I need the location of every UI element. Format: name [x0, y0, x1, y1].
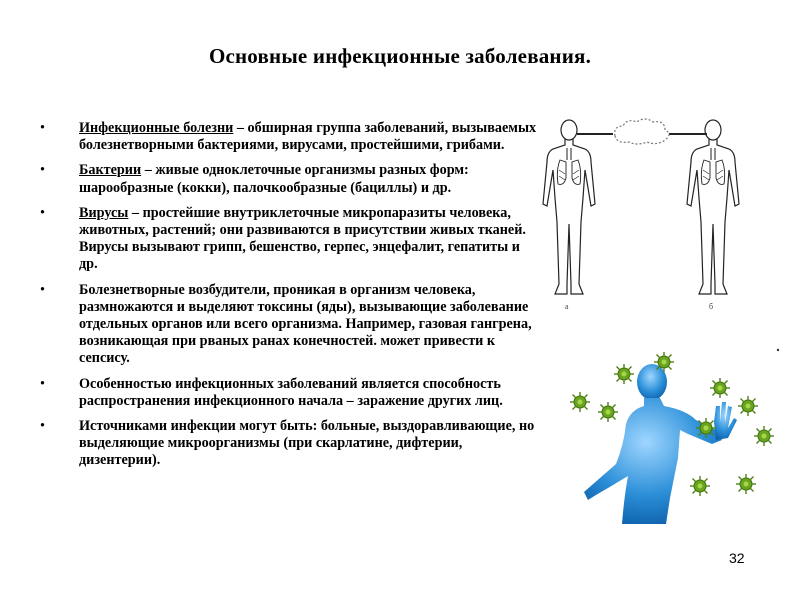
page-number: 32 [729, 550, 745, 566]
list-item [40, 418, 540, 470]
list-item [40, 162, 540, 196]
bullet-text: Источниками инфекции могут быть: больные, выздоравливающие, но выделяющие микроорганизмы (при скарлатине, дифтерии, дизентерии). [79, 418, 535, 469]
figure-label-a: а [565, 302, 569, 311]
bullet-text: – простейшие внутриклеточные микропаразиты человека, животных, растений; они развиваются в присутствии живых тканей. Вирусы вызывают грипп, бешенство, герпес, энцефалит, гепатиты и др. [79, 204, 526, 273]
virus-icon [754, 426, 774, 446]
bullet-dot: • [40, 281, 45, 298]
virus-icon [570, 392, 590, 412]
virus-icon [690, 476, 710, 496]
bullet-list [40, 120, 540, 478]
blue-human-figure-with-viruses-icon [570, 348, 782, 524]
list-item [40, 282, 540, 368]
two-human-figures-airborne-transmission-icon [537, 112, 762, 312]
right-person-icon [687, 120, 739, 294]
bullet-dot: • [40, 375, 45, 392]
virus-icon [696, 418, 716, 438]
bullet-text: Болезнетворные возбудители, проникая в организм человека, размножаются и выделяют токсины (яды), вызывающие заболевание отдельных органов или всего организма. Например, газовая гангрена, возникающая при рваных ранах конечностей. может привести к сепсису. [79, 281, 532, 367]
bullet-dot: • [40, 204, 45, 221]
figure-label-b: б [709, 302, 714, 311]
virus-icon [736, 474, 756, 494]
cloud-icon [615, 119, 669, 144]
virus-icon [614, 364, 634, 384]
bullet-text: – живые одноклеточные организмы разных форм: шарообразные (кокки), палочкообразные (бациллы) и др. [79, 162, 469, 196]
list-item [40, 376, 540, 410]
bullet-term: Вирусы [79, 204, 129, 221]
virus-icon [738, 396, 758, 416]
list-item [40, 120, 540, 154]
virus-icon [710, 378, 730, 398]
bullet-term: Инфекционные болезни [79, 120, 234, 136]
bullet-dot: • [40, 162, 45, 179]
virus-icon [598, 402, 618, 422]
list-item [40, 205, 540, 274]
bullet-dot: • [40, 418, 45, 435]
slide-title: Основные инфекционные заболевания. [208, 44, 592, 68]
bullet-text: – обширная группа заболеваний, вызываемых болезнетворными бактериями, вирусами, простейшими, грибами. [79, 120, 537, 154]
bullet-text: Особенностью инфекционных заболеваний является способность распространения инфекционного начала – заражение других лиц. [79, 375, 503, 409]
virus-icon [654, 352, 674, 372]
bullet-term: Бактерии [79, 162, 142, 179]
bullet-dot: • [40, 120, 45, 136]
left-person-icon [543, 120, 595, 294]
